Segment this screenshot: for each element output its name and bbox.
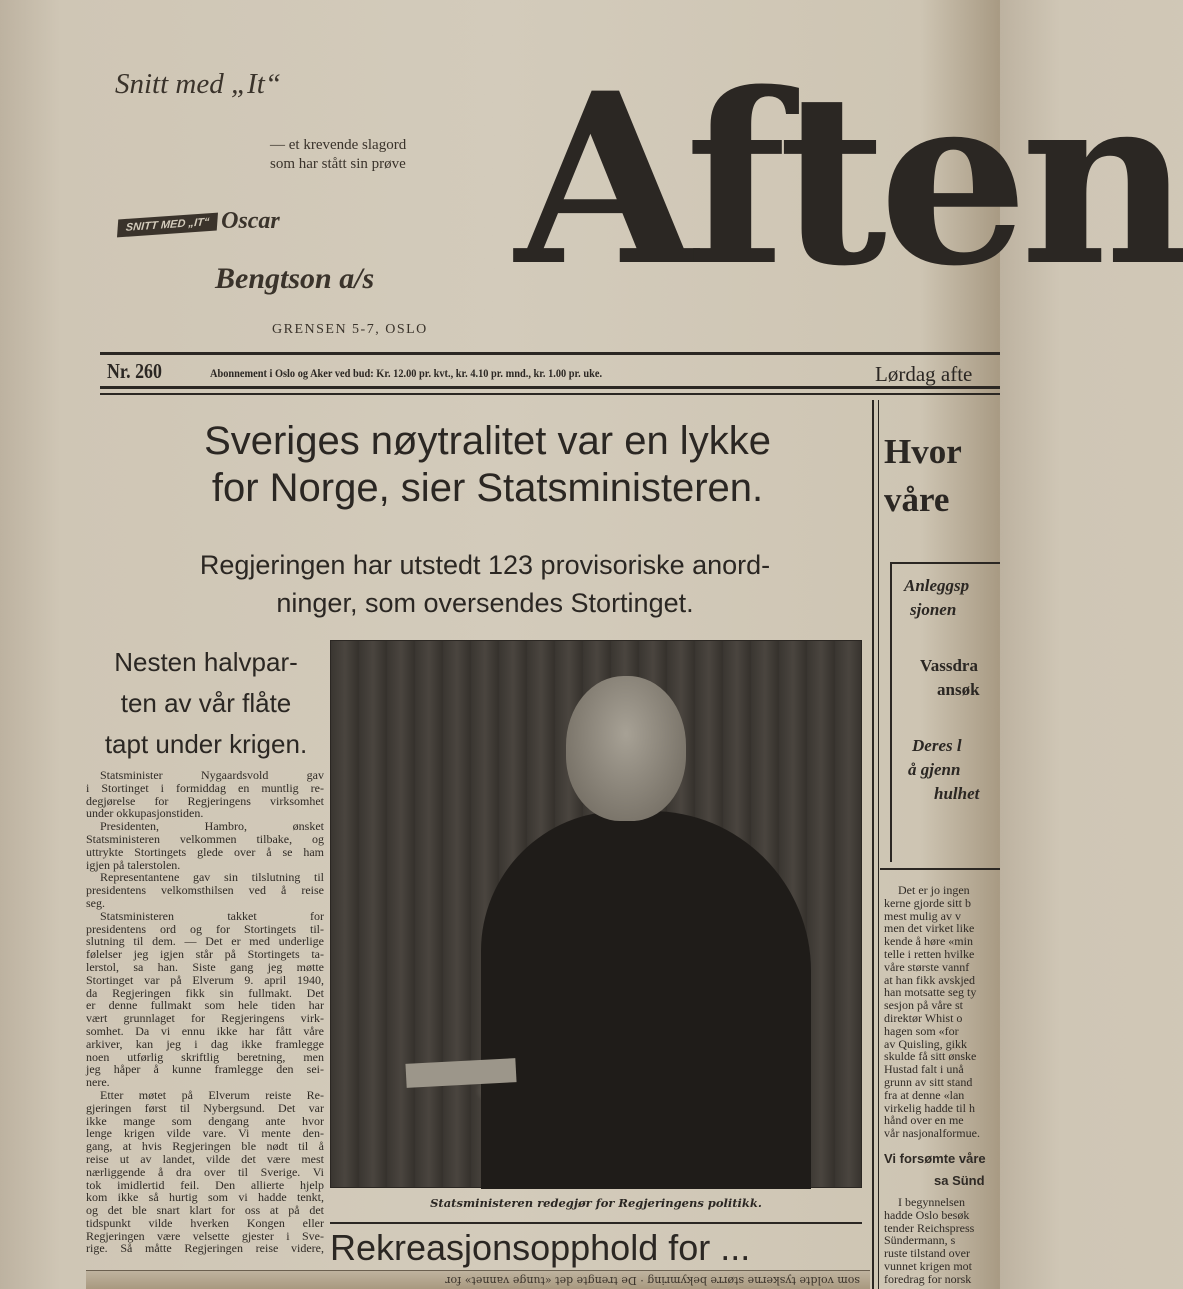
ad-title: Snitt med „It“ [115, 68, 281, 100]
body-line: vår nasjonalformue. [884, 1126, 980, 1141]
body-line: igjen på talerstolen. [86, 857, 181, 872]
body-line: skulde få sitt ønske [884, 1049, 977, 1064]
column-rule [872, 400, 874, 1289]
photo-figure [481, 811, 811, 1189]
body-line: presidentens ord og for Stortingets til- [86, 921, 324, 936]
body-line: degjørelse for Regjeringens virksomhet [86, 793, 324, 808]
rule [880, 868, 1000, 870]
body-line: Statsminister Nygaardsvold gav [100, 768, 324, 782]
right-headline-line: Hvor [884, 432, 962, 471]
right-subhead-line: sa Sünd [934, 1172, 985, 1188]
deck-line: å gjenn [908, 760, 961, 779]
body-line: kom ikke så hurtig som vi hadde tenkt, [86, 1190, 324, 1205]
left-headline [88, 642, 324, 765]
body-line: lenge krigen vilde vare. Vi mente den- [86, 1126, 324, 1141]
body-line: rige. Så måtte Regjeringen reise videre, [86, 1241, 324, 1256]
body-line: Sündermann, s [884, 1233, 956, 1248]
body-line: Presidenten, Hambro, ønsket [100, 819, 324, 834]
body-line: Stortinget var på Elverum 9. april 1940, [86, 972, 324, 987]
body-line: fra at denne «lan [884, 1087, 965, 1102]
body-line: uttrykte Stortingets glede over å se ham [86, 844, 324, 859]
main-headline [100, 418, 875, 512]
ad-slogan [270, 136, 406, 174]
ad-logo [118, 208, 333, 238]
dateline: Lørdag afte [875, 362, 973, 386]
issue-number: Nr. 260 [107, 359, 162, 383]
body-line: grunn av sitt stand [884, 1074, 973, 1089]
rule [100, 386, 1000, 389]
deck-line: hulhet [934, 784, 980, 803]
body-line: hånd over en me [884, 1113, 964, 1128]
body-line: han motsatte seg ty [884, 985, 977, 1000]
ad-logo-bengtson: Bengtson a/s [215, 262, 375, 295]
body-line: Etter møtet på Elverum reiste Re- [100, 1087, 324, 1102]
body-line: presidentens velkomsthilsen ved å reise [86, 883, 324, 898]
body-line: nere. [86, 1075, 110, 1090]
body-line: følelser jeg igjen står på Stortingets ta- [86, 947, 324, 962]
body-line: Statsministeren velkommen tilbake, og [86, 831, 324, 846]
masthead-title: Aften [515, 42, 1183, 318]
ad-slogan-line: — et krevende slagord [270, 137, 407, 153]
body-line: er denne fullmakt som hele tiden har [86, 998, 324, 1013]
body-line: somhet. Da vi ennu ikke har fått våre [86, 1023, 324, 1038]
photo-prime-minister [330, 640, 862, 1188]
body-line: mest mulig av v [884, 908, 961, 923]
left-headline-line: Nesten halvpar- [114, 647, 298, 677]
ad-slogan-line: som har stått sin prøve [270, 156, 406, 172]
subscription-info: Abonnement i Oslo og Aker ved bud: Kr. 12.00 pr. kvt., kr. 4.10 pr. mnd., kr. 1.00 pr. uke. [210, 368, 603, 380]
body-line: noen utførlig skriftlig beretning, men [86, 1049, 324, 1064]
body-line: Hustad falt i unå [884, 1062, 964, 1077]
body-line: hadde Oslo besøk [884, 1207, 970, 1222]
body-line: slutning til dem. — Det er med underlige [86, 934, 324, 949]
body-line: Statsministeren takket for [100, 908, 324, 923]
body-line: ikke mange som dengang ante hvor [86, 1113, 324, 1128]
deck-line: ansøk [937, 680, 980, 699]
ad-logo-badge: SNITT MED „IT“ [117, 213, 218, 238]
body-line: lerstol, sa han. Siste gang jeg møtte [86, 959, 324, 974]
body-line: gang, at hvis Regjeringen ble nødt til å [86, 1139, 324, 1154]
body-line: tender Reichspress [884, 1220, 975, 1235]
body-line: våre største vannf [884, 959, 970, 974]
body-line: kerne gjorde sitt b [884, 895, 971, 910]
body-line: telle i retten hvilke [884, 946, 975, 961]
body-line: I begynnelsen [898, 1194, 965, 1209]
left-body-text [86, 769, 324, 1255]
headline-line: for Norge, sier Statsministeren. [211, 466, 764, 510]
left-headline-line: ten av vår flåte [120, 688, 292, 718]
right-headline [884, 428, 962, 524]
deck-line: sjonen [910, 600, 957, 619]
body-line: direktør Whist o [884, 1010, 963, 1025]
bottom-headline: Rekreasjonsopphold for ... [330, 1227, 751, 1268]
deck-line: Vassdra [920, 656, 978, 675]
deck-line: Deres l [912, 736, 962, 755]
masthead [515, 40, 1183, 320]
body-line: at han fikk avskjed [884, 972, 975, 987]
body-line: jeg håper å kunne framlegge den sei- [86, 1062, 324, 1077]
body-line: av Quisling, gikk [884, 1036, 967, 1051]
body-line: ruste tilstand over [884, 1246, 970, 1261]
right-subhead-line: Vi forsømte våre [884, 1150, 986, 1166]
body-line: og det ble snart klart for oss at på det [86, 1203, 324, 1218]
photo-figure-head [566, 676, 686, 821]
body-line: nærliggende å dra over til Sverige. Vi [86, 1164, 324, 1179]
folded-page-edge [86, 1270, 870, 1289]
body-line: tidspunkt vilde hverken Kongen eller [86, 1215, 324, 1230]
rule [100, 352, 1000, 355]
body-line: i Stortinget i formiddag en muntlig re- [86, 780, 324, 795]
body-line: sesjon på våre st [884, 998, 963, 1013]
body-line: tok imidlertid feil. Den allierte hjelp [86, 1177, 324, 1192]
subhead-line: ninger, som oversendes Stortinget. [276, 588, 694, 618]
ad-address: GRENSEN 5-7, OSLO [272, 322, 428, 337]
deck-line: Anleggsp [904, 576, 970, 595]
right-body-text [884, 884, 1000, 1286]
rule [330, 1222, 862, 1224]
folded-text: som voldte tyskerne større bekymring · De trengte det «tunge vannet» for [445, 1274, 860, 1287]
right-subhead [884, 1148, 1000, 1192]
body-line: Det er jo ingen [898, 883, 970, 897]
body-line: Regjeringen være velsette gjester i Sve- [86, 1228, 324, 1243]
rule [100, 393, 1000, 395]
body-line: seg. [86, 895, 105, 910]
body-line: arkiver, kan jeg i dag ikke framlegge [86, 1036, 324, 1051]
body-line: Representantene gav sin tilslutning til [100, 870, 324, 885]
column-rule [878, 400, 879, 1289]
body-line: hagen som «for [884, 1023, 959, 1038]
body-line: vunnet krigen mot [884, 1258, 972, 1273]
body-line: under okkupasjonstiden. [86, 806, 204, 821]
body-line: virkelig hadde til h [884, 1100, 975, 1115]
ad-logo-oscar: Oscar [221, 208, 280, 234]
body-line: kende å høre «min [884, 934, 973, 949]
photo-caption: Statsministeren redegjør for Regjeringens politikk. [430, 1196, 762, 1210]
headline-line: Sveriges nøytralitet var en lykke [204, 419, 771, 463]
right-deck-box [890, 562, 1000, 862]
right-headline-line: våre [884, 480, 950, 519]
left-headline-line: tapt under krigen. [104, 729, 308, 759]
body-line: gjeringen først til Nybergsund. Det var [86, 1100, 324, 1115]
body-line: da Regjeringen fikk sin fullmakt. Det [86, 985, 324, 1000]
body-line: reise ut av landet, vilde det være mest [86, 1151, 324, 1166]
body-line: men det virket like [884, 921, 975, 936]
main-subhead [95, 546, 875, 622]
body-line: vært grunnlaget for Regjeringens virk- [86, 1011, 324, 1026]
body-line: foredrag for norsk [884, 1271, 972, 1286]
subhead-line: Regjeringen har utstedt 123 provisoriske anord- [199, 550, 771, 580]
